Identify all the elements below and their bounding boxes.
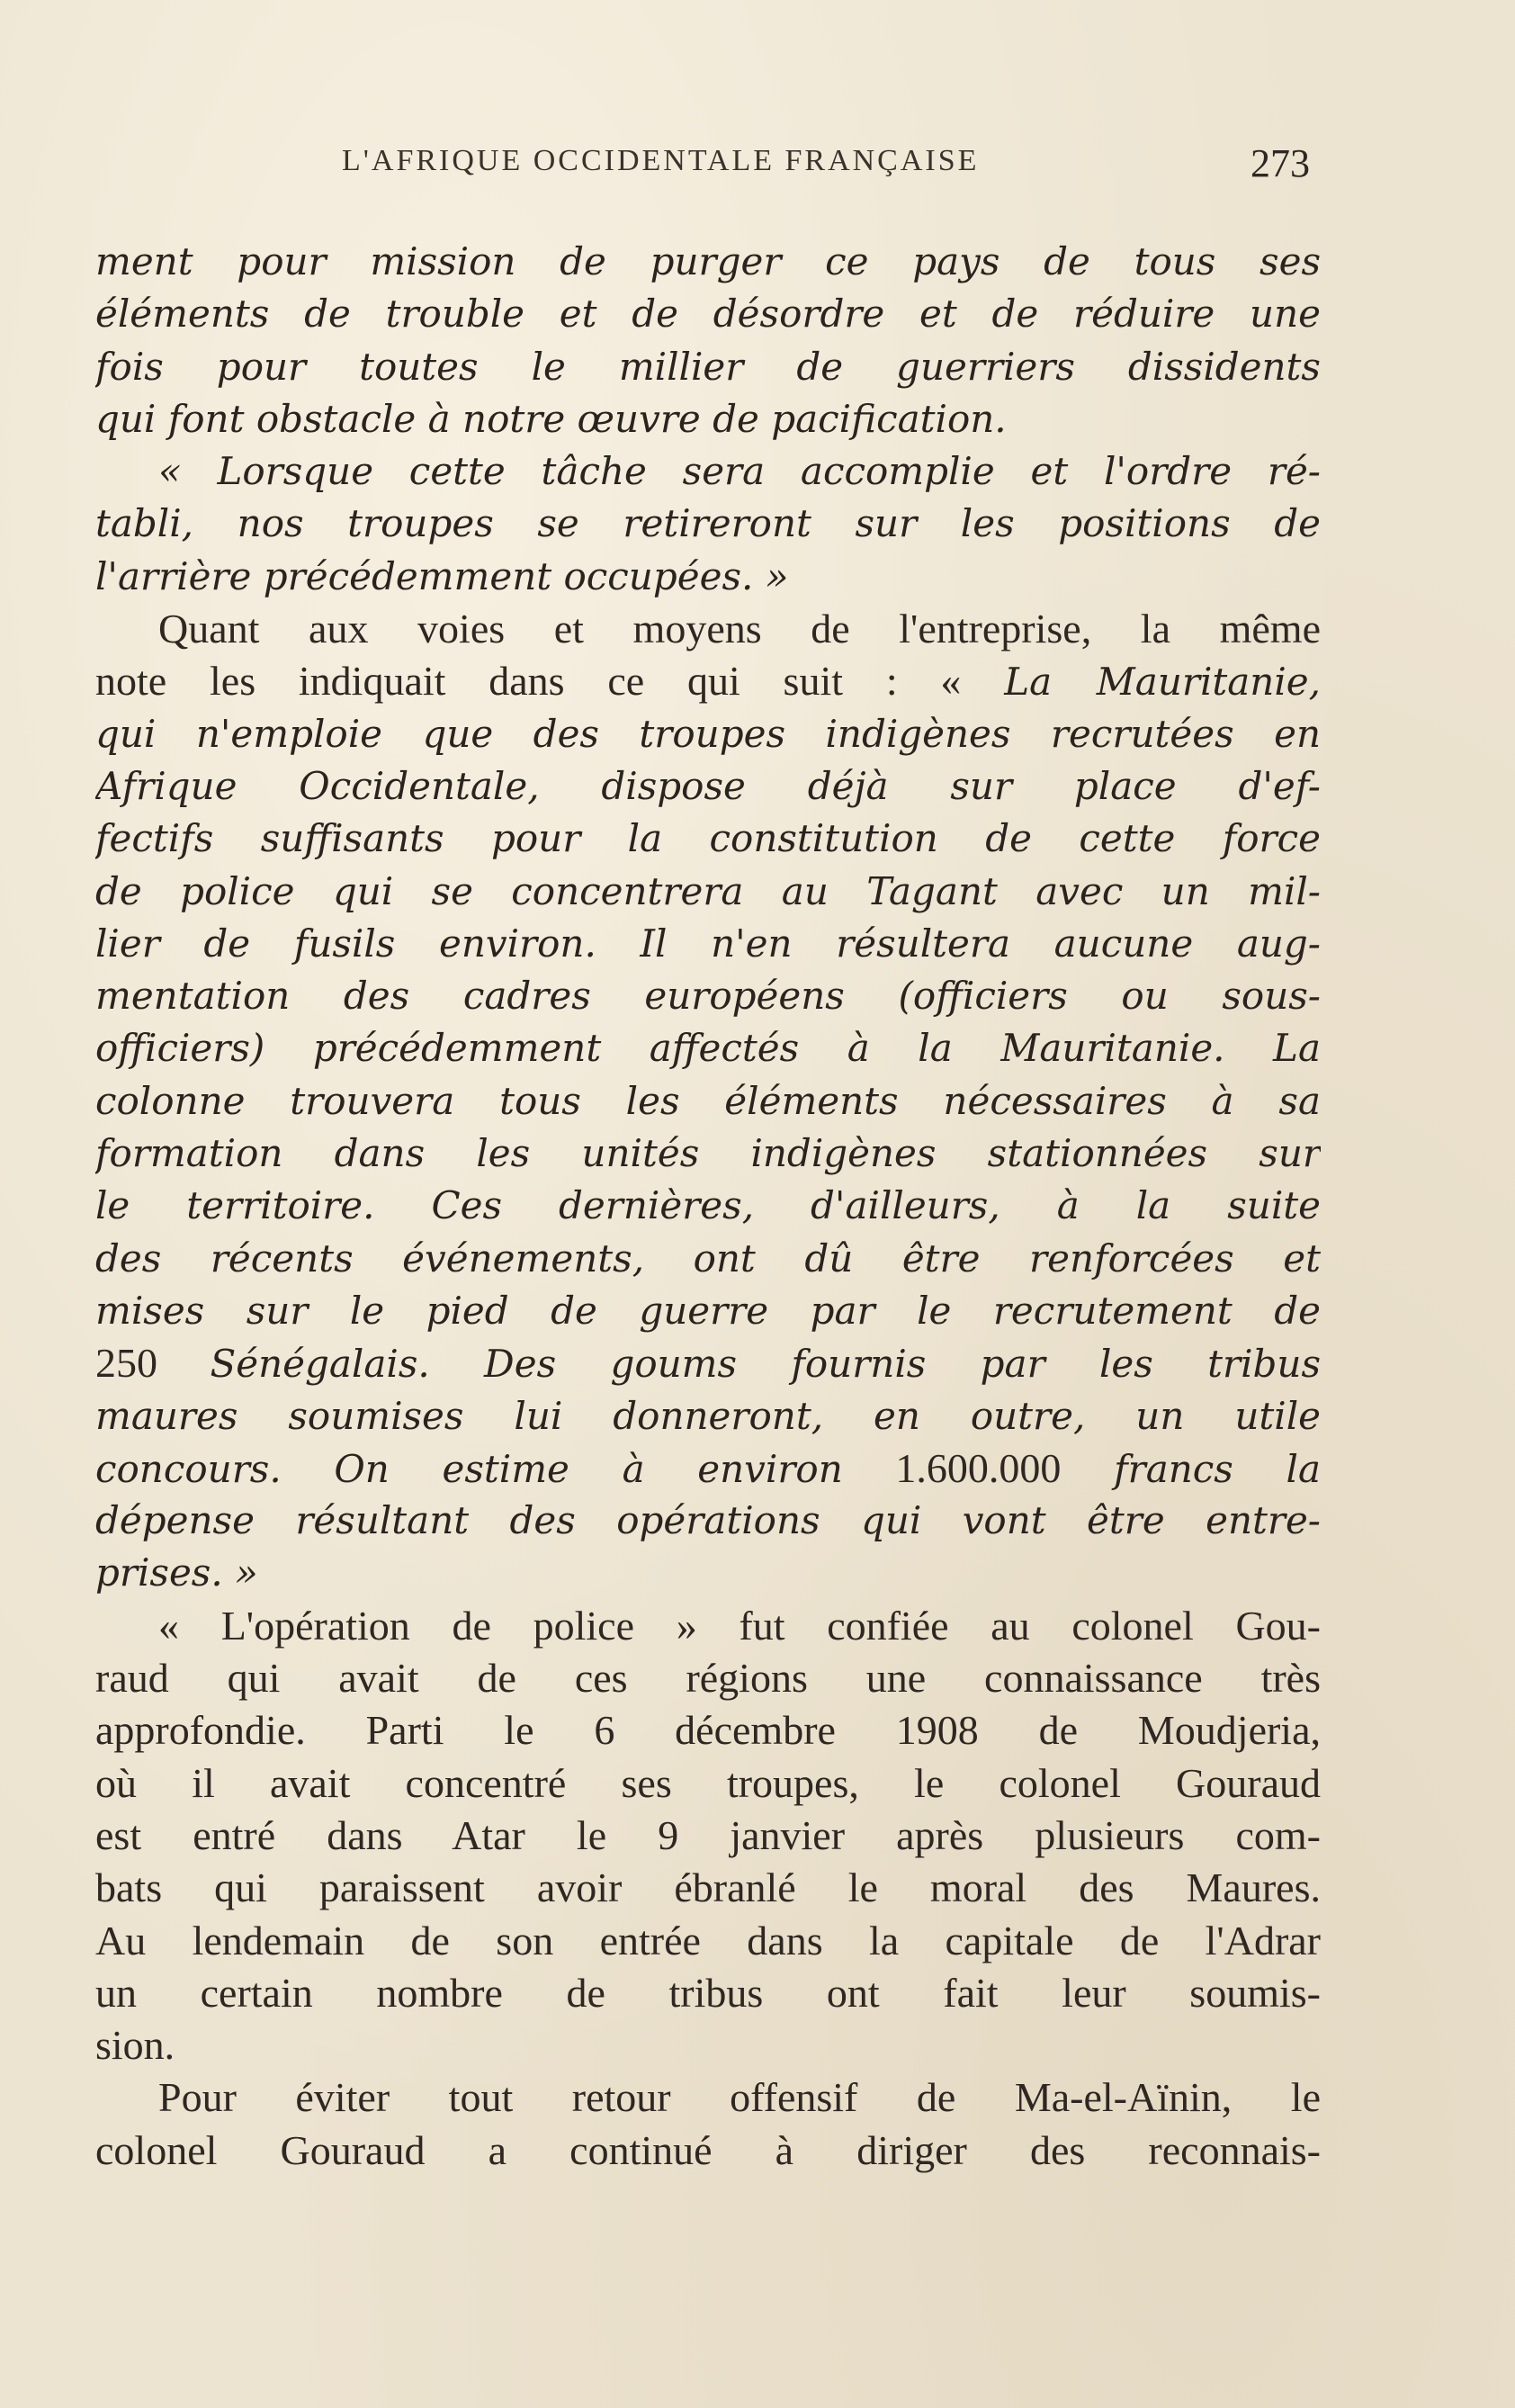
text-line bbox=[95, 498, 1321, 550]
text-line bbox=[95, 1337, 1321, 1389]
text-line bbox=[95, 1128, 1321, 1180]
text-fragment: 250 bbox=[95, 1340, 211, 1387]
text-fragment: maures soumises lui donneront, en outre, un utile bbox=[95, 1393, 1321, 1438]
text-line bbox=[95, 1600, 1321, 1652]
text-line bbox=[95, 393, 1321, 445]
text-line bbox=[95, 1652, 1321, 1704]
text-fragment: qui font obstacle à notre œuvre de pacification. bbox=[95, 396, 1007, 441]
text-line bbox=[95, 341, 1321, 393]
text-line bbox=[95, 1810, 1321, 1862]
text-fragment: Afrique Occidentale, dispose déjà sur place d'ef- bbox=[95, 763, 1321, 808]
text-fragment: formation dans les unités indigènes stationnées sur bbox=[95, 1131, 1321, 1176]
text-fragment: de police qui se concentrera au Tagant avec un mil- bbox=[95, 868, 1321, 913]
text-line bbox=[95, 760, 1321, 813]
text-line bbox=[95, 1967, 1321, 2019]
text-line bbox=[95, 1495, 1321, 1547]
text-fragment: Au lendemain de son entrée dans la capitale de l'Adrar bbox=[95, 1917, 1321, 1963]
text-line bbox=[95, 1547, 1321, 1599]
text-fragment: le territoire. Ces dernières, d'ailleurs, à la suite bbox=[95, 1183, 1321, 1228]
text-line bbox=[95, 288, 1321, 340]
text-line bbox=[95, 1075, 1321, 1128]
text-fragment: colonne trouvera tous les éléments nécessaires à sa bbox=[95, 1078, 1321, 1123]
text-fragment: tabli, nos troupes se retireront sur les positions de bbox=[95, 501, 1321, 546]
text-fragment: prises. » bbox=[95, 1550, 258, 1595]
text-fragment: qui n'emploie que des troupes indigènes recrutées en bbox=[95, 711, 1321, 756]
body-text bbox=[95, 236, 1321, 2177]
text-line bbox=[95, 708, 1321, 760]
text-line bbox=[95, 445, 1321, 498]
text-line bbox=[95, 1704, 1321, 1757]
text-line bbox=[95, 2125, 1321, 2177]
text-fragment: « L'opération de police » fut confiée au colonel Gou- bbox=[158, 1602, 1321, 1649]
text-line bbox=[95, 603, 1321, 655]
text-fragment: « Lorsque cette tâche sera accomplie et l'ordre ré- bbox=[158, 449, 1321, 494]
text-line bbox=[95, 1285, 1321, 1337]
text-fragment: francs la bbox=[1061, 1446, 1321, 1491]
text-line bbox=[95, 655, 1321, 707]
text-line bbox=[95, 866, 1321, 918]
text-fragment: fois pour toutes le millier de guerriers dissidents bbox=[95, 344, 1321, 389]
text-fragment: Pour éviter tout retour offensif de Ma-el-Aïnin, le bbox=[158, 2074, 1321, 2121]
text-line bbox=[95, 813, 1321, 865]
text-fragment: dépense résultant des opérations qui vont être entre- bbox=[95, 1498, 1321, 1543]
text-line bbox=[95, 1442, 1321, 1495]
text-fragment: ment pour mission de purger ce pays de tous ses bbox=[95, 239, 1321, 283]
text-line bbox=[95, 1233, 1321, 1285]
text-line bbox=[95, 236, 1321, 288]
text-fragment: concours. On estime à environ bbox=[95, 1446, 896, 1491]
text-fragment: où il avait concentré ses troupes, le colonel Gouraud bbox=[95, 1759, 1321, 1806]
text-fragment: est entré dans Atar le 9 janvier après plusieurs com- bbox=[95, 1811, 1321, 1858]
text-line bbox=[95, 1022, 1321, 1074]
text-line bbox=[95, 2019, 1321, 2071]
text-fragment: sion. bbox=[95, 2022, 175, 2069]
text-fragment: colonel Gouraud a continué à diriger des reconnais- bbox=[95, 2126, 1321, 2173]
running-title: L'AFRIQUE OCCIDENTALE FRANÇAISE bbox=[342, 144, 980, 177]
text-fragment: raud qui avait de ces régions une connaissance très bbox=[95, 1655, 1321, 1702]
text-fragment: fectifs suffisants pour la constitution de cette force bbox=[95, 816, 1321, 861]
text-line bbox=[95, 551, 1321, 603]
text-fragment: approfondie. Parti le 6 décembre 1908 de Moudjeria, bbox=[95, 1707, 1321, 1754]
text-fragment: l'arrière précédemment occupées. » bbox=[95, 553, 789, 598]
text-fragment: des récents événements, ont dû être renforcées et bbox=[95, 1235, 1321, 1280]
page-number: 273 bbox=[1251, 141, 1310, 185]
page-header bbox=[342, 141, 1310, 194]
text-fragment: mentation des cadres européens (officiers ou sous- bbox=[95, 974, 1321, 1019]
text-fragment: un certain nombre de tribus ont fait leur soumis- bbox=[95, 1969, 1321, 2016]
text-line bbox=[95, 1757, 1321, 1810]
text-fragment: bats qui paraissent avoir ébranlé le moral des Maures. bbox=[95, 1864, 1321, 1911]
text-fragment: note les indiquait dans ce qui suit : « bbox=[95, 658, 1005, 705]
text-line bbox=[95, 1862, 1321, 1914]
text-line bbox=[95, 1390, 1321, 1442]
text-line bbox=[95, 970, 1321, 1022]
text-line bbox=[95, 918, 1321, 970]
text-fragment: 1.600.000 bbox=[895, 1444, 1062, 1491]
text-fragment: lier de fusils environ. Il n'en résultera aucune aug- bbox=[95, 921, 1321, 966]
text-fragment: mises sur le pied de guerre par le recrutement de bbox=[95, 1288, 1321, 1333]
text-line bbox=[95, 2071, 1321, 2124]
text-fragment: La Mauritanie, bbox=[1004, 660, 1321, 705]
text-line bbox=[95, 1180, 1321, 1232]
text-fragment: officiers) précédemment affectés à la Mauritanie. La bbox=[95, 1026, 1321, 1071]
text-line bbox=[95, 1915, 1321, 1967]
text-fragment: Quant aux voies et moyens de l'entreprise, la même bbox=[158, 606, 1321, 652]
text-fragment: éléments de trouble et de désordre et de réduire une bbox=[95, 292, 1321, 337]
text-fragment: Sénégalais. Des goums fournis par les tribus bbox=[210, 1342, 1321, 1387]
